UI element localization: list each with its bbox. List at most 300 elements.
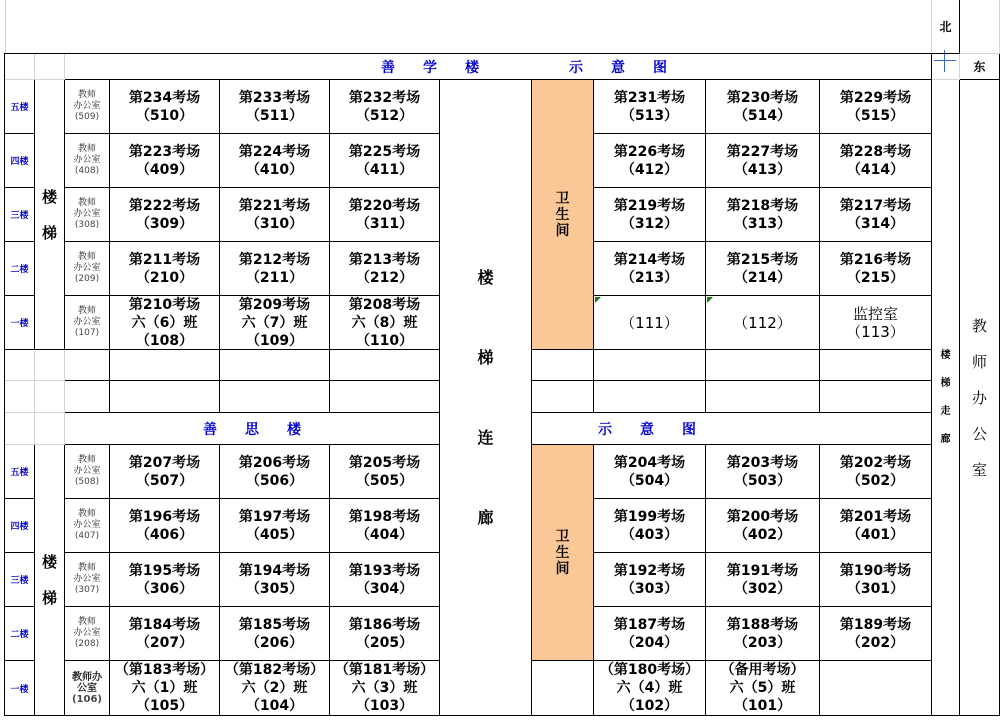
- lower-exam-room: [820, 607, 932, 661]
- floor-text: 五楼: [10, 103, 29, 113]
- room-text: （302）: [733, 580, 792, 597]
- restroom-text: 间: [555, 222, 570, 239]
- upper-diagram-label: 示 意 图: [569, 59, 667, 76]
- room-text: （410）: [245, 161, 304, 178]
- table-border: [4, 54, 5, 716]
- upper-restroom: [532, 80, 594, 350]
- restroom-text: 生: [555, 206, 570, 223]
- room-text: （403）: [620, 526, 679, 543]
- office-label: 办公室: [73, 263, 101, 273]
- room-text: 六（3）班: [351, 680, 418, 696]
- room-text: （312）: [620, 215, 679, 232]
- room-text: 第194考场: [238, 562, 311, 579]
- lower-exam-room: [330, 499, 440, 553]
- walkway-text: 廊: [940, 433, 951, 445]
- room-text: （212）: [355, 269, 414, 286]
- room-text: 第216考场: [839, 251, 912, 268]
- room-text: （204）: [620, 634, 679, 651]
- east-label: [960, 54, 1000, 80]
- blank: [35, 381, 65, 413]
- restroom-text: 间: [555, 560, 570, 577]
- blank-cell: [820, 350, 932, 381]
- teacher-office-text: 室: [971, 460, 987, 479]
- room-text: 第225考场: [348, 143, 421, 160]
- north-text: 北: [939, 20, 952, 34]
- room-text: （313）: [733, 215, 792, 232]
- lower-exam-room: [110, 607, 220, 661]
- lower-exam-room: [220, 607, 330, 661]
- room-text: （206）: [245, 634, 304, 651]
- room-text: 第193考场: [348, 562, 421, 579]
- room-text: （305）: [245, 580, 304, 597]
- lower-exam-room: [110, 445, 220, 499]
- room-text: 第223考场: [128, 143, 201, 160]
- office-number: (308): [74, 220, 100, 230]
- room-text: （510）: [135, 107, 194, 124]
- blank-cell: [330, 350, 440, 381]
- lower-diagram-title: [532, 413, 932, 445]
- upper-floor-label: [5, 188, 35, 242]
- floor-text: 四楼: [10, 157, 29, 167]
- lower-exam-room: [706, 445, 820, 499]
- lower-teacher-office: [65, 661, 110, 716]
- room-text: 第232考场: [348, 89, 421, 106]
- upper-exam-room: [110, 296, 220, 350]
- upper-stairs: [35, 80, 65, 350]
- teacher-office-text: 教: [971, 316, 987, 335]
- room-text: （306）: [135, 580, 194, 597]
- upper-exam-room: [330, 80, 440, 134]
- stairs-text: 梯: [41, 589, 57, 607]
- room-text: （503）: [733, 472, 792, 489]
- room-text: （104）: [245, 698, 304, 714]
- room-text: （113）: [846, 322, 905, 341]
- upper-exam-room: [110, 134, 220, 188]
- upper-exam-room: [330, 242, 440, 296]
- room-text: 第204考场: [613, 454, 686, 471]
- room-text: 第220考场: [348, 197, 421, 214]
- stairs-text: 梯: [41, 223, 57, 242]
- room-text: （511）: [245, 107, 304, 124]
- room-text: 第224考场: [238, 143, 311, 160]
- blank-cell: [706, 350, 820, 381]
- room-text: 第184考场: [128, 616, 201, 633]
- lower-building-name: 善 思 楼: [203, 421, 301, 438]
- lower-floor-label: [5, 499, 35, 553]
- room-text: （214）: [733, 269, 792, 286]
- room-text: 第233考场: [238, 89, 311, 106]
- room-text: 第221考场: [238, 197, 311, 214]
- room-text: 第215考场: [726, 251, 799, 268]
- lower-teacher-office: [65, 499, 110, 553]
- blank: [5, 381, 35, 413]
- room-text: （311）: [355, 215, 414, 232]
- room-text: 第208考场: [348, 296, 421, 313]
- upper-teacher-office: [65, 188, 110, 242]
- upper-floor-label: [5, 134, 35, 188]
- room-text: （103）: [355, 698, 414, 714]
- office-label: 教师: [77, 306, 96, 316]
- floor-text: 二楼: [10, 630, 29, 640]
- room-text: 第203考场: [726, 454, 799, 471]
- lower-teacher-office: [65, 445, 110, 499]
- office-label: 教师: [77, 198, 96, 208]
- upper-teacher-office: [65, 296, 110, 350]
- lower-teacher-office: [65, 607, 110, 661]
- corridor-text: 梯: [477, 347, 494, 367]
- office-label: 办公室: [73, 317, 101, 327]
- upper-exam-room: [330, 296, 440, 350]
- office-number: (508): [74, 477, 100, 487]
- stair-corridor: [440, 80, 532, 716]
- room-text: 第227考场: [726, 143, 799, 160]
- blank: [35, 54, 65, 80]
- lower-exam-room: [820, 553, 932, 607]
- office-label: 办公室: [73, 209, 101, 219]
- lower-exam-room: [110, 553, 220, 607]
- blank: [35, 413, 65, 445]
- office-number: (307): [74, 585, 100, 595]
- room-text: （301）: [846, 580, 905, 597]
- room-text: （310）: [245, 215, 304, 232]
- upper-exam-room: [220, 80, 330, 134]
- upper-exam-room: [220, 242, 330, 296]
- room-text: 第214考场: [613, 251, 686, 268]
- lower-floor-label: [5, 445, 35, 499]
- upper-exam-room: [594, 242, 706, 296]
- office-label: 办公室: [73, 574, 101, 584]
- office-label: 办公室: [73, 466, 101, 476]
- blank-cell: [594, 350, 706, 381]
- upper-exam-room: [706, 80, 820, 134]
- room-text: 六（7）班: [241, 314, 308, 331]
- lower-exam-room: [594, 445, 706, 499]
- upper-building-title: [65, 54, 932, 80]
- blank-cell: [65, 381, 110, 413]
- upper-exam-room: [594, 188, 706, 242]
- room-text: 第226考场: [613, 143, 686, 160]
- upper-exam-room: [820, 242, 932, 296]
- room-text: （309）: [135, 215, 194, 232]
- table-border: [4, 53, 960, 54]
- lower-exam-room: [594, 607, 706, 661]
- blank-cell: [706, 381, 820, 413]
- lower-exam-room: [220, 499, 330, 553]
- room-text: （314）: [846, 215, 905, 232]
- lower-exam-room: [330, 553, 440, 607]
- room-text: 六（8）班: [351, 314, 418, 331]
- room-text: （205）: [355, 634, 414, 651]
- restroom-text: 生: [555, 544, 570, 561]
- room-text: （504）: [620, 472, 679, 489]
- room-text: （513）: [620, 107, 679, 124]
- corridor-text: 廊: [477, 507, 494, 527]
- teacher-office-text: 公: [971, 424, 987, 443]
- blank-cell: [330, 381, 440, 413]
- room-text: 第196考场: [128, 508, 201, 525]
- room-text: （414）: [846, 161, 905, 178]
- upper-floor-label: [5, 242, 35, 296]
- room-text: 第206考场: [238, 454, 311, 471]
- room-text: （101）: [733, 698, 792, 714]
- room-text: 第209考场: [238, 296, 311, 313]
- room-text: 第230考场: [726, 89, 799, 106]
- office-number: (407): [74, 531, 100, 541]
- upper-exam-room: [220, 134, 330, 188]
- upper-teacher-office: [65, 134, 110, 188]
- room-text: 第187考场: [613, 616, 686, 633]
- walkway-text: 梯: [940, 377, 951, 389]
- office-label: 教师办: [72, 671, 102, 683]
- upper-floor-label: [5, 296, 35, 350]
- upper-exam-room: [110, 242, 220, 296]
- blank: [5, 350, 35, 381]
- room-text: 第211考场: [128, 251, 201, 268]
- lower-exam-room: [330, 445, 440, 499]
- blank-cell: [532, 350, 594, 381]
- lower-stairs: [35, 445, 65, 716]
- room-text: 第217考场: [839, 197, 912, 214]
- upper-exam-room: [706, 188, 820, 242]
- lower-building-title: [65, 413, 440, 445]
- walkway-text: 走: [940, 405, 951, 417]
- upper-exam-room: [820, 80, 932, 134]
- floor-text: 一楼: [10, 319, 29, 329]
- office-label: 教师: [77, 509, 96, 519]
- room-text: （112）: [733, 313, 792, 332]
- office-label: 教师: [77, 252, 96, 262]
- room-text: （105）: [135, 698, 194, 714]
- blank-cell: [110, 381, 220, 413]
- room-text: （备用考场）: [720, 662, 805, 678]
- upper-exam-room: [110, 80, 220, 134]
- office-label: 办公室: [73, 155, 101, 165]
- room-text: 第205考场: [348, 454, 421, 471]
- upper-exam-room: [820, 296, 932, 350]
- office-number: (408): [74, 166, 100, 176]
- floor-text: 三楼: [10, 576, 29, 586]
- office-label: 教师: [77, 617, 96, 627]
- blank: [5, 413, 35, 445]
- upper-building-name: 善 学 楼: [381, 59, 479, 76]
- room-text: 第186考场: [348, 616, 421, 633]
- upper-floor-label: [5, 80, 35, 134]
- room-text: （409）: [135, 161, 194, 178]
- room-text: 第202考场: [839, 454, 912, 471]
- lower-exam-room: [220, 661, 330, 716]
- office-label: 办公室: [73, 101, 101, 111]
- room-text: 第189考场: [839, 616, 912, 633]
- room-text: 第212考场: [238, 251, 311, 268]
- room-text: 第231考场: [613, 89, 686, 106]
- upper-exam-room: [220, 188, 330, 242]
- office-number: (107): [74, 328, 100, 338]
- office-number: (106): [71, 693, 102, 705]
- lower-floor-label: [5, 661, 35, 716]
- room-text: （第181考场）: [334, 662, 435, 678]
- room-text: （203）: [733, 634, 792, 651]
- room-text: 六（1）班: [131, 680, 198, 696]
- room-text: （507）: [135, 472, 194, 489]
- blank-cell: [220, 350, 330, 381]
- upper-exam-room: [594, 80, 706, 134]
- lower-exam-room: [220, 445, 330, 499]
- office-label: 教师: [77, 455, 96, 465]
- corridor-text: 楼: [477, 267, 494, 287]
- blank-cell: [532, 661, 594, 716]
- room-text: （404）: [355, 526, 414, 543]
- lower-exam-room: [706, 607, 820, 661]
- room-text: 第191考场: [726, 562, 799, 579]
- upper-exam-room: [706, 134, 820, 188]
- room-text: （213）: [620, 269, 679, 286]
- blank-cell: [532, 381, 594, 413]
- room-text: 第222考场: [128, 197, 201, 214]
- room-text: （211）: [245, 269, 304, 286]
- room-text: （111）: [620, 313, 679, 332]
- upper-exam-room: [110, 188, 220, 242]
- office-label: 教师: [77, 144, 96, 154]
- room-text: 第201考场: [839, 508, 912, 525]
- room-text: （304）: [355, 580, 414, 597]
- room-text: 第192考场: [613, 562, 686, 579]
- lower-exam-room: [330, 661, 440, 716]
- stairs-text: 楼: [41, 187, 57, 206]
- floor-text: 一楼: [10, 684, 29, 695]
- blank-cell: [820, 381, 932, 413]
- room-text: （102）: [620, 698, 679, 714]
- office-label: 办公室: [73, 628, 101, 638]
- room-text: 第198考场: [348, 508, 421, 525]
- room-text: 第185考场: [238, 616, 311, 633]
- room-text: （110）: [355, 332, 414, 349]
- upper-exam-room: [820, 134, 932, 188]
- room-text: （第182考场）: [224, 662, 325, 678]
- walkway-text: 楼: [940, 349, 951, 361]
- room-text: （303）: [620, 580, 679, 597]
- room-text: 六（2）班: [241, 680, 308, 696]
- lower-exam-room: [220, 553, 330, 607]
- lower-exam-room: [820, 499, 932, 553]
- lower-exam-room: [594, 661, 706, 716]
- room-text: （202）: [846, 634, 905, 651]
- room-text: （405）: [245, 526, 304, 543]
- room-text: 第229考场: [839, 89, 912, 106]
- room-text: （505）: [355, 472, 414, 489]
- room-text: （506）: [245, 472, 304, 489]
- floor-text: 五楼: [10, 468, 29, 478]
- restroom-text: 卫: [555, 190, 570, 207]
- upper-exam-room: [330, 134, 440, 188]
- room-text: 第207考场: [128, 454, 201, 471]
- room-text: （207）: [135, 634, 194, 651]
- room-text: 六（4）班: [616, 680, 683, 696]
- lower-diagram-label: 示 意 图: [598, 421, 696, 438]
- comment-marker-icon: [595, 297, 601, 303]
- upper-teacher-office: [65, 242, 110, 296]
- blank-cell: [65, 350, 110, 381]
- comment-marker-icon: [707, 297, 713, 303]
- room-text: 第213考场: [348, 251, 421, 268]
- lower-exam-room: [706, 553, 820, 607]
- room-text: （512）: [355, 107, 414, 124]
- stairs-text: 楼: [41, 553, 57, 571]
- room-text: （109）: [245, 332, 304, 349]
- room-text: 六（6）班: [131, 314, 198, 331]
- room-text: （406）: [135, 526, 194, 543]
- upper-exam-room: [594, 296, 706, 350]
- upper-exam-room: [820, 188, 932, 242]
- floor-text: 三楼: [10, 211, 29, 221]
- lower-exam-room: [706, 499, 820, 553]
- lower-exam-room: [594, 499, 706, 553]
- room-text: （210）: [135, 269, 194, 286]
- teacher-office-text: 办: [971, 388, 987, 407]
- blank: [35, 350, 65, 381]
- room-text: 第210考场: [128, 296, 201, 313]
- room-text: 第195考场: [128, 562, 201, 579]
- room-text: （502）: [846, 472, 905, 489]
- room-text: （411）: [355, 161, 414, 178]
- lower-teacher-office: [65, 553, 110, 607]
- lower-exam-room: [110, 499, 220, 553]
- room-text: 监控室: [852, 304, 898, 323]
- office-number: (509): [74, 112, 100, 122]
- north-label: [932, 0, 960, 54]
- room-text: 第190考场: [839, 562, 912, 579]
- east-text: 东: [973, 60, 986, 74]
- lower-exam-room: [820, 661, 932, 716]
- upper-exam-room: [706, 296, 820, 350]
- lower-exam-room: [330, 607, 440, 661]
- room-text: （515）: [846, 107, 905, 124]
- office-label: 公室: [77, 682, 97, 694]
- lower-floor-label: [5, 607, 35, 661]
- room-text: 第197考场: [238, 508, 311, 525]
- floor-text: 四楼: [10, 522, 29, 532]
- room-text: （412）: [620, 161, 679, 178]
- room-text: 第228考场: [839, 143, 912, 160]
- upper-exam-room: [220, 296, 330, 350]
- upper-exam-room: [706, 242, 820, 296]
- office-number: (208): [74, 639, 100, 649]
- east-teacher-office: [960, 80, 1000, 716]
- room-text: （514）: [733, 107, 792, 124]
- lower-exam-room: [820, 445, 932, 499]
- room-text: 第219考场: [613, 197, 686, 214]
- room-text: 第234考场: [128, 89, 201, 106]
- header-blank: [5, 0, 932, 54]
- floor-text: 二楼: [10, 265, 29, 275]
- room-text: 六（5）班: [729, 680, 796, 696]
- upper-exam-room: [594, 134, 706, 188]
- blank-cell: [594, 381, 706, 413]
- room-text: （第180考场）: [599, 662, 700, 678]
- stair-walkway: [932, 80, 960, 716]
- room-text: （402）: [733, 526, 792, 543]
- room-text: 第188考场: [726, 616, 799, 633]
- room-text: 第218考场: [726, 197, 799, 214]
- upper-exam-room: [330, 188, 440, 242]
- room-text: 第200考场: [726, 508, 799, 525]
- room-text: （401）: [846, 526, 905, 543]
- blank: [5, 54, 35, 80]
- header-blank-right: [960, 0, 1000, 54]
- lower-exam-room: [594, 553, 706, 607]
- office-label: 教师: [77, 90, 96, 100]
- room-text: （413）: [733, 161, 792, 178]
- room-text: （215）: [846, 269, 905, 286]
